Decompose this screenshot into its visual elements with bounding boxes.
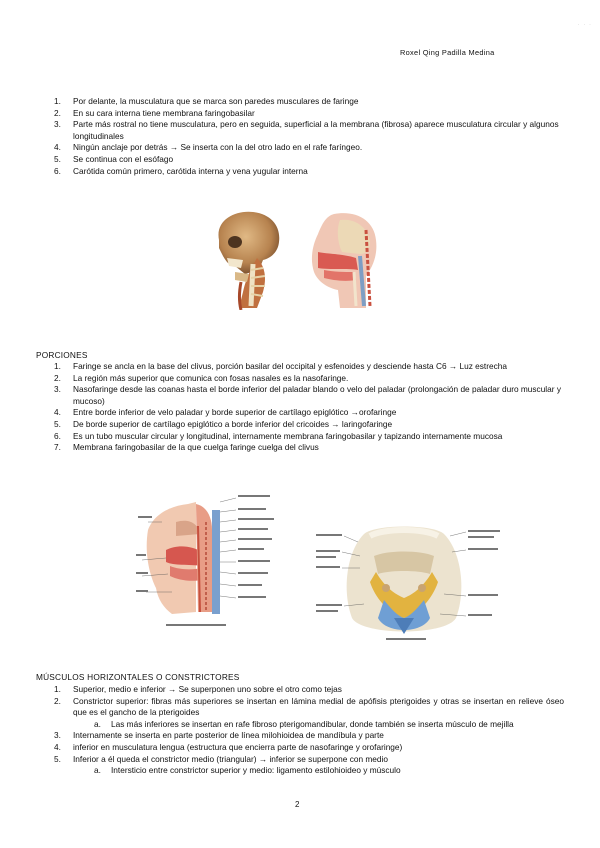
- list-item-number: 2.: [54, 372, 61, 383]
- list-item-text: Se continua con el esófago: [73, 153, 174, 164]
- list-item-number: 3.: [54, 384, 61, 395]
- list-item: [54, 373, 564, 385]
- list-item-number: 1.: [54, 684, 61, 694]
- list-item-text: Entre borde inferior de velo paladar y borde superior de cartílago epiglótico →orofaringe: [73, 407, 397, 418]
- list-item-text: Nasofaringe desde las coanas hasta el borde inferior del paladar blando o velo del paladar (prolongación de paladar duro muscular y mucoso): [73, 384, 561, 406]
- list-item-number: 4.: [54, 142, 61, 153]
- list-item: [54, 696, 564, 731]
- list-item-text: En su cara interna tiene membrana faringobasilar: [73, 107, 255, 118]
- sub-list: [94, 719, 564, 731]
- musculos-heading: MÚSCULOS HORIZONTALES O CONSTRICTORES: [36, 672, 240, 682]
- list-item-number: 3.: [54, 730, 61, 741]
- sub-list-item-text: Las más inferiores se insertan en rafe fibroso pterigomandibular, donde también se inserta músculo de mejilla: [111, 718, 514, 729]
- list-item: [54, 407, 564, 419]
- list-item-number: 2.: [54, 107, 61, 118]
- list-item: [54, 384, 564, 407]
- list-item-text: Inferior a él queda el constrictor medio (triangular) → inferior se superpone con medio: [73, 753, 388, 764]
- list-item-number: 3.: [54, 119, 61, 130]
- list-item-text: Ningún anclaje por detrás → Se inserta con la del otro lado en el rafe faríngeo.: [73, 142, 363, 153]
- list-item-text: La región más superior que comunica con fosas nasales es la nasofaringe.: [73, 372, 349, 383]
- sub-list-item: [94, 765, 564, 777]
- intro-list: [54, 96, 564, 177]
- list-item: [54, 361, 564, 373]
- list-item-number: 6.: [54, 165, 61, 176]
- list-item-text: Carótida común primero, carótida interna y vena yugular interna: [73, 165, 308, 176]
- list-item: [54, 742, 564, 754]
- list-item-number: 5.: [54, 418, 61, 429]
- list-item-number: 5.: [54, 153, 61, 164]
- sub-list: [94, 765, 564, 777]
- list-item-text: Membrana faringobasilar de la que cuelga faringe cuelga del clivus: [73, 442, 319, 453]
- musculos-list: [54, 684, 564, 777]
- page-number: 2: [295, 800, 300, 809]
- list-item: [54, 119, 564, 142]
- sub-list-item-letter: a.: [94, 718, 101, 729]
- corner-mark: · · ·: [577, 22, 592, 28]
- list-item: [54, 730, 564, 742]
- list-item-text: Parte más rostral no tiene musculatura, pero en seguida, superficial a la membrana (fibrosa) aparece musculatura circular y algunos longitudinales: [73, 119, 559, 141]
- sub-list-item-letter: a.: [94, 765, 101, 776]
- sub-list-item: [94, 719, 564, 731]
- author-name: Roxel Qing Padilla Medina: [400, 48, 495, 57]
- list-item-number: 7.: [54, 442, 61, 453]
- list-item: [54, 142, 564, 154]
- list-item: [54, 108, 564, 120]
- list-item: [54, 96, 564, 108]
- cranial-base-inferior-view-diagram: [314, 522, 504, 642]
- list-item: [54, 754, 564, 777]
- skull-neck-anatomy-illustration: [205, 208, 295, 310]
- list-item-number: 5.: [54, 753, 61, 764]
- list-item-number: 2.: [54, 695, 61, 706]
- sub-list-item-text: Intersticio entre constrictor superior y medio: ligamento estilohioideo y músculo: [111, 765, 401, 776]
- list-item: [54, 442, 564, 454]
- sagittal-head-section-illustration: [304, 210, 382, 310]
- list-item-number: 1.: [54, 361, 61, 371]
- list-item-text: inferior en musculatura lengua (estructura que encierra parte de nasofaringe y orofaringe): [73, 741, 403, 752]
- list-item: [54, 154, 564, 166]
- list-item-text: Internamente se inserta en parte posterior de línea milohioidea de mandíbula y parte: [73, 730, 384, 741]
- list-item-number: 6.: [54, 430, 61, 441]
- list-item: [54, 166, 564, 178]
- list-item-number: 1.: [54, 96, 61, 106]
- list-item-number: 4.: [54, 407, 61, 418]
- list-item-number: 4.: [54, 741, 61, 752]
- list-item-text: De borde superior de cartílago epiglótico a borde inferior del cricoides → laringofaringe: [73, 418, 393, 429]
- list-item-text: Superior, medio e inferior → Se superponen uno sobre el otro como tejas: [73, 684, 342, 694]
- porciones-heading: PORCIONES: [36, 350, 88, 360]
- porciones-list: [54, 361, 564, 454]
- list-item: [54, 431, 564, 443]
- list-item: [54, 419, 564, 431]
- list-item-text: Es un tubo muscular circular y longitudinal, internamente membrana faringobasilar y tapizando internamente mucosa: [73, 430, 503, 441]
- list-item: [54, 684, 564, 696]
- list-item-text: Por delante, la musculatura que se marca son paredes musculares de faringe: [73, 96, 359, 106]
- list-item-text: Constrictor superior: fibras más superiores se insertan en lámina medial de apófisis pterigoides y otras se insertan en relieve óseo que es el gancho de la pterigoides: [73, 695, 564, 718]
- labeled-sagittal-pharynx-diagram: [136, 492, 292, 632]
- list-item-text: Faringe se ancla en la base del clivus, porción basilar del occipital y esfenoides y desciende hasta C6 → Luz estrecha: [73, 361, 507, 371]
